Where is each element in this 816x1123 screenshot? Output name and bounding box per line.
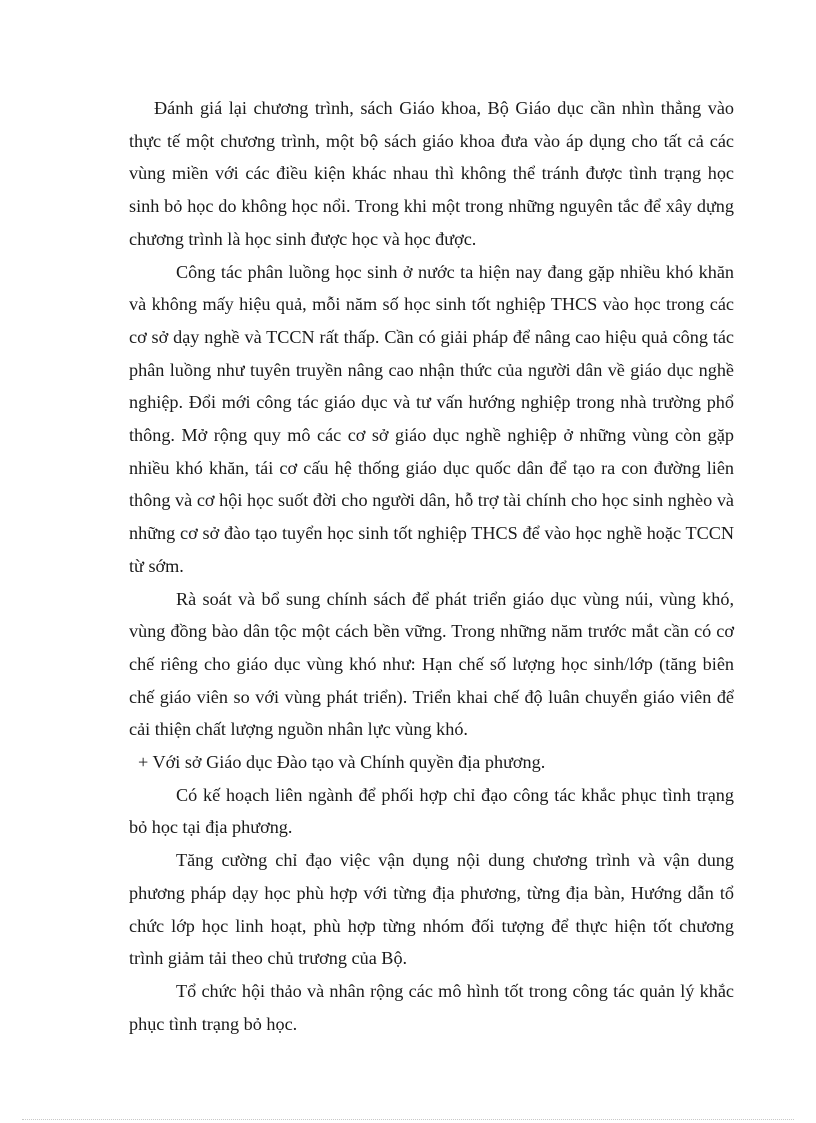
paragraph-student-streaming: Công tác phân luồng học sinh ở nước ta hiện nay đang gặp nhiều khó khăn và không mấy hiệu quả, mỗi năm số học sinh tốt nghiệp THCS vào học trong các cơ sở dạy nghề và TCCN rất thấp. Cần có giải pháp để nâng cao hiệu quả công tác phân luồng như tuyên truyền nâng cao nhận thức của người dân về giáo dục nghề nghiệp. Đổi mới công tác giáo dục và tư vấn hướng nghiệp trong nhà trường phổ thông. Mở rộng quy mô các cơ sở giáo dục nghề nghiệp ở những vùng còn gặp nhiều khó khăn, tái cơ cấu hệ thống giáo dục quốc dân để tạo ra con đường liên thông và cơ hội học suốt đời cho người dân, hỗ trợ tài chính cho học sinh nghèo và những cơ sở đào tạo tuyển học sinh tốt nghiệp THCS để vào học nghề hoặc TCCN từ sớm. bbox=[129, 261, 734, 576]
paragraph-curriculum-review: Đánh giá lại chương trình, sách Giáo khoa, Bộ Giáo dục cần nhìn thẳng vào thực tế một chương trình, một bộ sách giáo khoa đưa vào áp dụng cho tất cả các vùng miền với các điều kiện khác nhau thì không thể tránh được tình trạng học sinh bỏ học do không học nổi. Trong khi một trong những nguyên tắc để xây dựng chương trình là học sinh được học và học được. bbox=[129, 98, 734, 249]
document-body bbox=[129, 92, 734, 1040]
paragraph-mountain-policy: Rà soát và bổ sung chính sách để phát triển giáo dục vùng núi, vùng khó, vùng đồng bào dân tộc một cách bền vững. Trong những năm trước mắt cần có cơ chế riêng cho giáo dục vùng khó như: Hạn chế số lượng học sinh/lớp (tăng biên chế giáo viên so với vùng phát triển). Triển khai chế độ luân chuyển giáo viên để cải thiện chất lượng nguồn nhân lực vùng khó. bbox=[129, 588, 734, 740]
paragraph-interagency-plan: Có kế hoạch liên ngành để phối hợp chỉ đạo công tác khắc phục tình trạng bỏ học tại địa phương. bbox=[129, 784, 734, 838]
paragraph-workshops: Tổ chức hội thảo và nhân rộng các mô hình tốt trong công tác quản lý khắc phục tình trạng bỏ học. bbox=[129, 980, 734, 1034]
page-bottom-divider bbox=[22, 1119, 794, 1120]
paragraph-teaching-guidance: Tăng cường chỉ đạo việc vận dụng nội dung chương trình và vận dung phương pháp dạy học phù hợp với từng địa phương, từng địa bàn, Hướng dẫn tổ chức lớp học linh hoạt, phù hợp từng nhóm đối tượng để thực hiện tốt chương trình giảm tải theo chủ trương của Bộ. bbox=[129, 850, 734, 969]
bullet-department-heading: + Với sở Giáo dục Đào tạo và Chính quyền địa phương. bbox=[138, 752, 546, 773]
